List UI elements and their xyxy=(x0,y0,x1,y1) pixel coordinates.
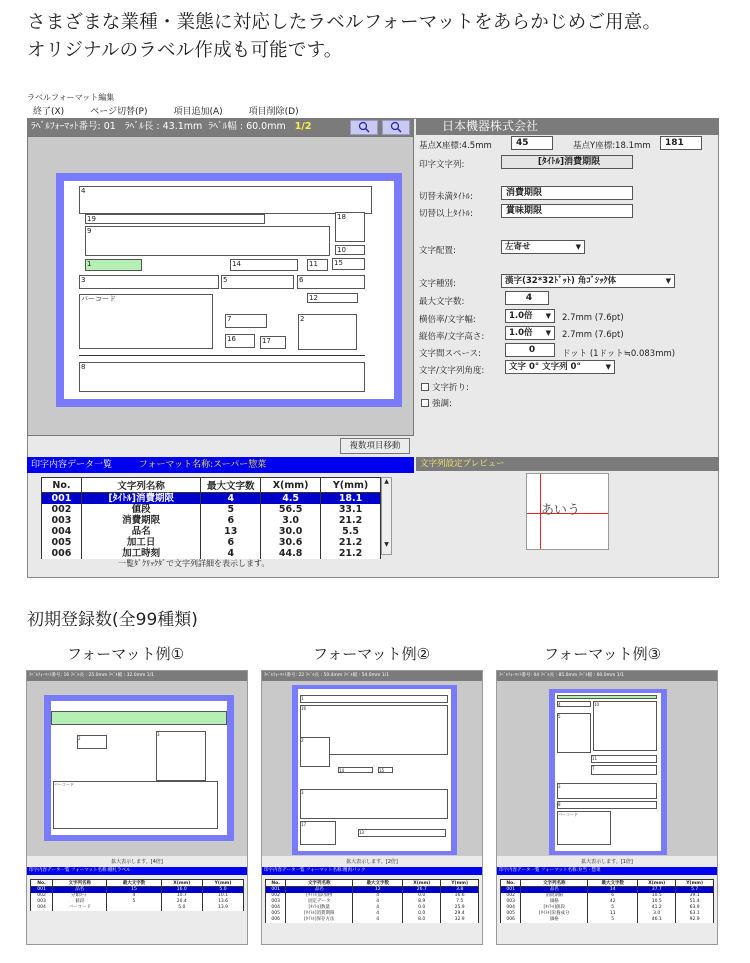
cell: 0.0 xyxy=(403,893,441,899)
thumb-field: 4 xyxy=(557,701,591,707)
cell: 4 xyxy=(353,911,403,917)
thumb-field: 3 xyxy=(557,783,657,799)
label-sheet xyxy=(64,181,394,399)
cell: 003 xyxy=(501,899,521,905)
example-1-thumbnail[interactable] xyxy=(26,670,248,945)
col: 最大文字数 xyxy=(588,880,638,887)
format-name: フォーマット名称:スーパー惣菜 xyxy=(138,460,267,470)
vscale-note: 2.7mm (7.6pt) xyxy=(562,330,624,340)
cell: 16.0 xyxy=(161,887,202,894)
cell: 4 xyxy=(107,893,161,899)
scroll-down-icon[interactable]: ▼ xyxy=(384,541,389,548)
thumb-list-title: 印字内容データ一覧 フォーマット名称:精肉パック xyxy=(262,867,482,875)
cell: 001 xyxy=(31,887,53,894)
cell: 003 xyxy=(266,899,286,905)
cell: 005 xyxy=(42,537,82,548)
table-scrollbar[interactable] xyxy=(381,477,392,555)
thumb-field xyxy=(557,695,657,699)
label-field-10[interactable]: 10 xyxy=(335,245,365,255)
cell: 5 xyxy=(588,917,638,923)
cell: バーコード xyxy=(53,905,107,911)
print-data-list-header xyxy=(27,457,414,473)
cell: 13.6 xyxy=(203,899,244,905)
cell: 92.9 xyxy=(676,917,714,923)
thumb-table xyxy=(30,879,244,911)
thumb-header: ﾗﾍﾞﾙﾌｫｰﾏｯﾄ番号: 04 ﾗﾍﾞﾙ長 : 85.0mm ﾗﾍﾞﾙ幅 : 60.0mm 1/1 xyxy=(497,671,717,681)
label-field-11[interactable]: 11 xyxy=(307,259,328,271)
preview-box xyxy=(526,473,609,550)
cell: 5 xyxy=(107,899,161,905)
cell: 42 xyxy=(588,899,638,905)
cell: 002 xyxy=(31,893,53,899)
label-field-8[interactable]: 8 xyxy=(79,362,365,392)
zoom-out-button[interactable] xyxy=(382,120,410,135)
cell: 価格 xyxy=(521,899,588,905)
hscale-note: 2.7mm (7.6pt) xyxy=(562,313,624,323)
cell: 29.4 xyxy=(441,911,479,917)
cell: 11 xyxy=(588,911,638,917)
switch-under-label: 切替未満ﾀｲﾄﾙ: xyxy=(419,192,473,202)
cell: 5.7 xyxy=(676,887,714,894)
print-text-label: 印字文字列: xyxy=(419,160,465,170)
cell: 6 xyxy=(201,537,261,548)
cell: [ﾀｲﾄﾙ]栄養成分 xyxy=(521,911,588,917)
wrap-label: 文字折り: xyxy=(432,383,469,393)
example-2-caption: フォーマット例② xyxy=(313,645,431,663)
align-label: 文字配置: xyxy=(419,246,456,256)
cell: 46.1 xyxy=(638,917,676,923)
font-label: 文字種別: xyxy=(419,279,456,289)
cell: 6 xyxy=(201,515,261,526)
cell: 30.0 xyxy=(261,526,321,537)
thumb-field: 17 xyxy=(300,821,336,845)
cell: 20.4 xyxy=(161,899,202,905)
cell: 51.4 xyxy=(676,899,714,905)
cell: 4 xyxy=(353,893,403,899)
cell: 41.2 xyxy=(638,905,676,911)
cell: 13 xyxy=(201,526,261,537)
col-x[interactable]: X(mm) xyxy=(261,478,321,493)
base-y-label: 基点Y座標:18.1mm xyxy=(573,141,651,151)
label-field-15[interactable]: 15 xyxy=(332,258,365,270)
cell xyxy=(107,905,161,911)
cell: 006 xyxy=(266,917,286,923)
menu-exit[interactable]: 終了(X) xyxy=(33,107,65,117)
label-field-14[interactable]: 14 xyxy=(230,259,298,271)
cell: 品名 xyxy=(81,526,201,537)
chevron-down-icon: ▼ xyxy=(665,277,671,285)
cell: 4 xyxy=(353,899,403,905)
cell: 004 xyxy=(42,526,82,537)
cell: 44.8 xyxy=(261,548,321,559)
scroll-up-icon[interactable]: ▲ xyxy=(384,478,389,485)
thumb-list-title: 印字内容データ一覧 フォーマット名称:弁当・惣菜 xyxy=(497,867,717,875)
cell: 3.8 xyxy=(441,887,479,894)
cell: 25.9 xyxy=(441,905,479,911)
max-chars-label: 最大文字数: xyxy=(419,297,465,307)
thumb-field: バーコード xyxy=(557,811,611,845)
font-select-value: 漢字(32*32ﾄﾞｯﾄ) 角ｺﾞｼｯｸ体 xyxy=(505,276,617,286)
switch-over-label: 切替以上ﾀｲﾄﾙ: xyxy=(419,209,473,219)
thumb-zoom-note: 拡大表示します。[2倍] xyxy=(346,859,398,865)
cell: 21.2 xyxy=(321,537,381,548)
app-title: ラベルフォーマット編集 xyxy=(27,93,115,102)
cell: 004 xyxy=(501,905,521,911)
cell: 8.0 xyxy=(403,917,441,923)
vscale-label: 縦倍率/文字高さ: xyxy=(419,332,485,342)
thumb-table xyxy=(265,879,479,923)
vscale-select-value: 1.0倍 xyxy=(509,328,533,338)
list-hint: 一覧ﾀﾞｸﾘｯｸﾀﾞで文字列詳細を表示します。 xyxy=(118,559,270,568)
cell: 4 xyxy=(201,493,261,505)
thumb-sheet xyxy=(555,693,661,851)
cell: [ﾀｲﾄﾙ]消費期限 xyxy=(286,911,353,917)
col-no[interactable]: No. xyxy=(42,478,82,493)
cell: 値段 xyxy=(81,504,201,515)
thumb-field: 13 xyxy=(358,829,446,837)
thumb-sheet xyxy=(298,689,451,851)
intro-line-1: さまざまな業種・業態に対応したラベルフォーマットをあらかじめご用意。 xyxy=(27,12,662,33)
cell: 33.1 xyxy=(321,504,381,515)
format-number: ﾗﾍﾞﾙﾌｫｰﾏｯﾄ番号: 01 xyxy=(31,121,116,132)
cell: 002 xyxy=(501,893,521,899)
cell: 14 xyxy=(588,887,638,894)
cell: 002 xyxy=(42,504,82,515)
menu-page-switch[interactable]: ページ切替(P) xyxy=(90,107,148,117)
cell: 005 xyxy=(266,911,286,917)
cell: 5 xyxy=(201,504,261,515)
example-1-caption: フォーマット例① xyxy=(67,645,185,663)
cell: 10.5 xyxy=(638,899,676,905)
menu-bar xyxy=(33,104,299,117)
cell: 001 xyxy=(266,887,286,894)
cell: [ﾀｲﾄﾙ]数量 xyxy=(286,905,353,911)
cell: 7.5 xyxy=(441,899,479,905)
cell: 0.0 xyxy=(403,911,441,917)
company-header: 日本機器株式会社 xyxy=(416,118,719,135)
label-field-16[interactable]: 16 xyxy=(225,334,255,348)
example-3-thumbnail[interactable] xyxy=(496,670,718,945)
label-field-5[interactable]: 5 xyxy=(221,275,294,289)
col: X(mm) xyxy=(638,880,676,887)
cell: 消費期限 xyxy=(81,515,201,526)
col: No. xyxy=(266,880,286,887)
thumb-field: 7 xyxy=(591,765,657,775)
cell: 002 xyxy=(266,893,286,899)
hscale-select-value: 1.0倍 xyxy=(509,311,533,321)
col: X(mm) xyxy=(161,880,202,887)
table-row[interactable] xyxy=(42,537,381,548)
thumb-header: ﾗﾍﾞﾙﾌｫｰﾏｯﾄ番号: 16 ﾗﾍﾞﾙ長 : 25.0mm ﾗﾍﾞﾙ幅 : 32.0mm 1/1 xyxy=(27,671,247,681)
label-field-1[interactable]: 1 xyxy=(85,259,142,271)
label-field-12[interactable]: 12 xyxy=(307,293,358,303)
chevron-down-icon: ▼ xyxy=(605,363,611,371)
label-field-6[interactable]: 6 xyxy=(297,275,365,289)
font-select[interactable] xyxy=(501,274,675,288)
col: 文字列名称 xyxy=(286,880,353,887)
switch-over-input[interactable]: 賞味期限 xyxy=(501,204,633,218)
cell: 5.0 xyxy=(161,905,202,911)
angle-label: 文字/文字列角度: xyxy=(419,366,485,376)
cell: 加工時刻 xyxy=(81,548,201,559)
base-x-input[interactable]: 45 xyxy=(511,136,553,150)
base-y-input[interactable]: 181 xyxy=(660,136,702,150)
col-max-chars[interactable]: 最大文字数 xyxy=(201,478,261,493)
cell: 56.5 xyxy=(261,504,321,515)
col: 最大文字数 xyxy=(353,880,403,887)
thumb-field: 8 xyxy=(557,801,657,809)
cell: [ﾀｲﾄﾙ]値段 xyxy=(521,905,588,911)
cell: 004 xyxy=(266,905,286,911)
label-field-4[interactable]: 4 xyxy=(79,186,372,214)
thumb-field: 3 xyxy=(300,789,448,819)
table-row[interactable] xyxy=(266,917,479,923)
col: No. xyxy=(31,880,53,887)
table-row[interactable] xyxy=(42,515,381,526)
cell: 4 xyxy=(353,905,403,911)
thumb-sheet xyxy=(51,701,227,835)
cell: 001 xyxy=(42,493,82,505)
table-row[interactable] xyxy=(501,917,714,923)
cell: [ﾀｲﾄﾙ]添加物 xyxy=(286,893,353,899)
thumb-header: ﾗﾍﾞﾙﾌｫｰﾏｯﾄ番号: 22 ﾗﾍﾞﾙ長 : 50.4mm ﾗﾍﾞﾙ幅 : 54.0mm 1/1 xyxy=(262,671,482,681)
base-x-label: 基点X座標:4.5mm xyxy=(419,141,492,151)
cell: 価格 xyxy=(521,917,588,923)
max-chars-input[interactable]: 4 xyxy=(505,291,549,305)
table-row[interactable] xyxy=(42,526,381,537)
example-3-caption: フォーマット例③ xyxy=(544,645,662,663)
cell: 0.0 xyxy=(403,905,441,911)
cell: 26.7 xyxy=(403,887,441,894)
cell: 3.0 xyxy=(261,515,321,526)
page-indicator: 1/2 xyxy=(294,121,312,132)
initial-count-title: 初期登録数(全99種類) xyxy=(27,610,198,630)
cell: 5 xyxy=(588,905,638,911)
cell: 4 xyxy=(201,548,261,559)
cell: 15 xyxy=(107,887,161,894)
cell: 21.2 xyxy=(321,515,381,526)
thumb-field: 1 xyxy=(300,695,448,703)
print-text-value: [ﾀｲﾄﾙ]消費期限 xyxy=(501,155,633,169)
table-row[interactable] xyxy=(31,905,244,911)
cell: 37.7 xyxy=(638,887,676,894)
cell: 消費期限 xyxy=(521,893,588,899)
label-field-9[interactable]: 9 xyxy=(85,226,330,256)
table-row[interactable] xyxy=(42,493,381,505)
label-field-18[interactable]: 18 xyxy=(335,212,365,242)
chevron-down-icon: ▼ xyxy=(575,243,581,251)
thumb-field: 15 xyxy=(378,767,393,773)
multi-item-move-button[interactable]: 複数項目移動 xyxy=(340,438,410,454)
cell: 004 xyxy=(31,905,53,911)
cell: 分類ｺｰﾄﾞ xyxy=(53,893,107,899)
thumb-list-title: 印字内容データ一覧 フォーマット名称:棚札ラベル xyxy=(27,867,247,875)
spacing-note: ドット (1ドット≒0.083mm) xyxy=(562,349,676,359)
magnifier-plus-icon xyxy=(358,121,370,133)
intro-line-2: オリジナルのラベル作成も可能です。 xyxy=(27,40,343,61)
spacing-label: 文字間スペース: xyxy=(419,349,481,359)
chevron-down-icon: ▼ xyxy=(545,312,551,320)
preview-text: あいう xyxy=(541,503,581,518)
chevron-down-icon: ▼ xyxy=(545,329,551,337)
align-select-value: 左寄せ xyxy=(505,242,531,252)
thumb-field: 5 xyxy=(557,713,591,753)
cell: 4 xyxy=(353,917,403,923)
cell: 4.5 xyxy=(261,493,321,505)
emphasis-checkbox[interactable] xyxy=(421,397,452,409)
example-2-thumbnail[interactable] xyxy=(261,670,483,945)
spacing-input[interactable]: 0 xyxy=(505,343,555,357)
label-field-2[interactable]: 2 xyxy=(298,314,357,350)
cell: 5.0 xyxy=(203,887,244,894)
cell: 63.9 xyxy=(676,905,714,911)
table-row[interactable] xyxy=(42,504,381,515)
col: No. xyxy=(501,880,521,887)
thumb-zoom-note: 拡大表示します。[4倍] xyxy=(111,859,163,865)
cell: 8.9 xyxy=(403,899,441,905)
label-field-3[interactable]: 3 xyxy=(79,275,219,289)
vscale-select[interactable] xyxy=(505,326,555,340)
col: 文字列名称 xyxy=(53,880,107,887)
cell: 10.5 xyxy=(638,893,676,899)
col-name[interactable]: 文字列名称 xyxy=(81,478,201,493)
thumb-field: 2 xyxy=(77,735,107,749)
cell: 18.1 xyxy=(321,493,381,505)
cell: 006 xyxy=(501,917,521,923)
cell: [ﾀｲﾄﾙ]保存方法 xyxy=(286,917,353,923)
cell: 12 xyxy=(353,887,403,894)
cell: 5.5 xyxy=(321,526,381,537)
zoom-in-button[interactable] xyxy=(350,120,378,135)
cell: 30.6 xyxy=(261,537,321,548)
thumb-field: 11 xyxy=(591,755,657,763)
thumb-field: 2 xyxy=(300,737,330,767)
col: 文字列名称 xyxy=(521,880,588,887)
hscale-label: 横倍率/文字幅: xyxy=(419,315,476,325)
col: X(mm) xyxy=(403,880,441,887)
label-field-17[interactable]: 17 xyxy=(260,336,286,349)
hscale-select[interactable] xyxy=(505,309,555,323)
col: Y(mm) xyxy=(676,880,714,887)
cell: [ﾀｲﾄﾙ]消費期限 xyxy=(81,493,201,505)
cell: 001 xyxy=(501,887,521,894)
cell: 加工日 xyxy=(81,537,201,548)
cell: 003 xyxy=(31,899,53,905)
cell: 16.6 xyxy=(441,893,479,899)
cell: 32.9 xyxy=(441,917,479,923)
wrap-checkbox[interactable] xyxy=(421,381,469,393)
thumb-field xyxy=(51,711,227,725)
menu-delete-item[interactable]: 項目削除(D) xyxy=(248,107,299,117)
col: 最大文字数 xyxy=(107,880,161,887)
thumb-zoom-note: 拡大表示します。[1倍] xyxy=(581,859,633,865)
thumb-field: バーコード xyxy=(53,781,218,829)
angle-select-value: 文字 0° 文字列 0° xyxy=(509,362,581,372)
menu-add-item[interactable]: 項目追加(A) xyxy=(173,107,223,117)
list-title: 印字内容データ一覧 xyxy=(31,460,113,470)
label-field-7[interactable]: 7 xyxy=(225,314,267,328)
switch-under-input[interactable]: 消費期限 xyxy=(501,186,633,200)
emphasis-label: 強調: xyxy=(432,399,452,409)
align-select[interactable] xyxy=(501,240,585,254)
cell: 21.2 xyxy=(321,548,381,559)
col: Y(mm) xyxy=(441,880,479,887)
cell: 品名 xyxy=(286,887,353,894)
checkbox-icon xyxy=(421,383,429,391)
cell: 3.0 xyxy=(638,911,676,917)
cell: 003 xyxy=(42,515,82,526)
cell: 63.1 xyxy=(676,911,714,917)
label-field-19[interactable]: 19 xyxy=(85,214,265,224)
cell: 品名 xyxy=(53,887,107,894)
cell: 値段 xyxy=(53,899,107,905)
preview-header: 文字列設定プレビュー xyxy=(416,457,719,471)
cell: 6 xyxy=(588,893,638,899)
label-width: ﾗﾍﾞﾙ幅 : 60.0mm xyxy=(208,121,286,132)
thumb-table xyxy=(500,879,714,923)
thumb-field: 16 xyxy=(300,705,448,755)
cell: 10.7 xyxy=(161,893,202,899)
cell: 39.1 xyxy=(676,893,714,899)
cell: 固定データ xyxy=(286,899,353,905)
barcode-field[interactable]: バーコード xyxy=(79,294,213,349)
print-data-table xyxy=(41,477,381,559)
thumb-field: 14 xyxy=(338,767,373,773)
cell: 13.9 xyxy=(203,905,244,911)
magnifier-minus-icon xyxy=(390,121,402,133)
col-y[interactable]: Y(mm) xyxy=(321,478,381,493)
thumb-field: 10 xyxy=(593,701,657,751)
cell: 品名 xyxy=(521,887,588,894)
thumb-field: 3 xyxy=(156,731,206,781)
label-length: ﾗﾍﾞﾙ長 : 43.1mm xyxy=(124,121,203,132)
checkbox-icon xyxy=(421,399,429,407)
cell: 10.1 xyxy=(203,893,244,899)
cell: 005 xyxy=(501,911,521,917)
col: Y(mm) xyxy=(203,880,244,887)
angle-select[interactable] xyxy=(505,360,615,374)
divider-line xyxy=(79,355,365,356)
cell: 006 xyxy=(42,548,82,559)
